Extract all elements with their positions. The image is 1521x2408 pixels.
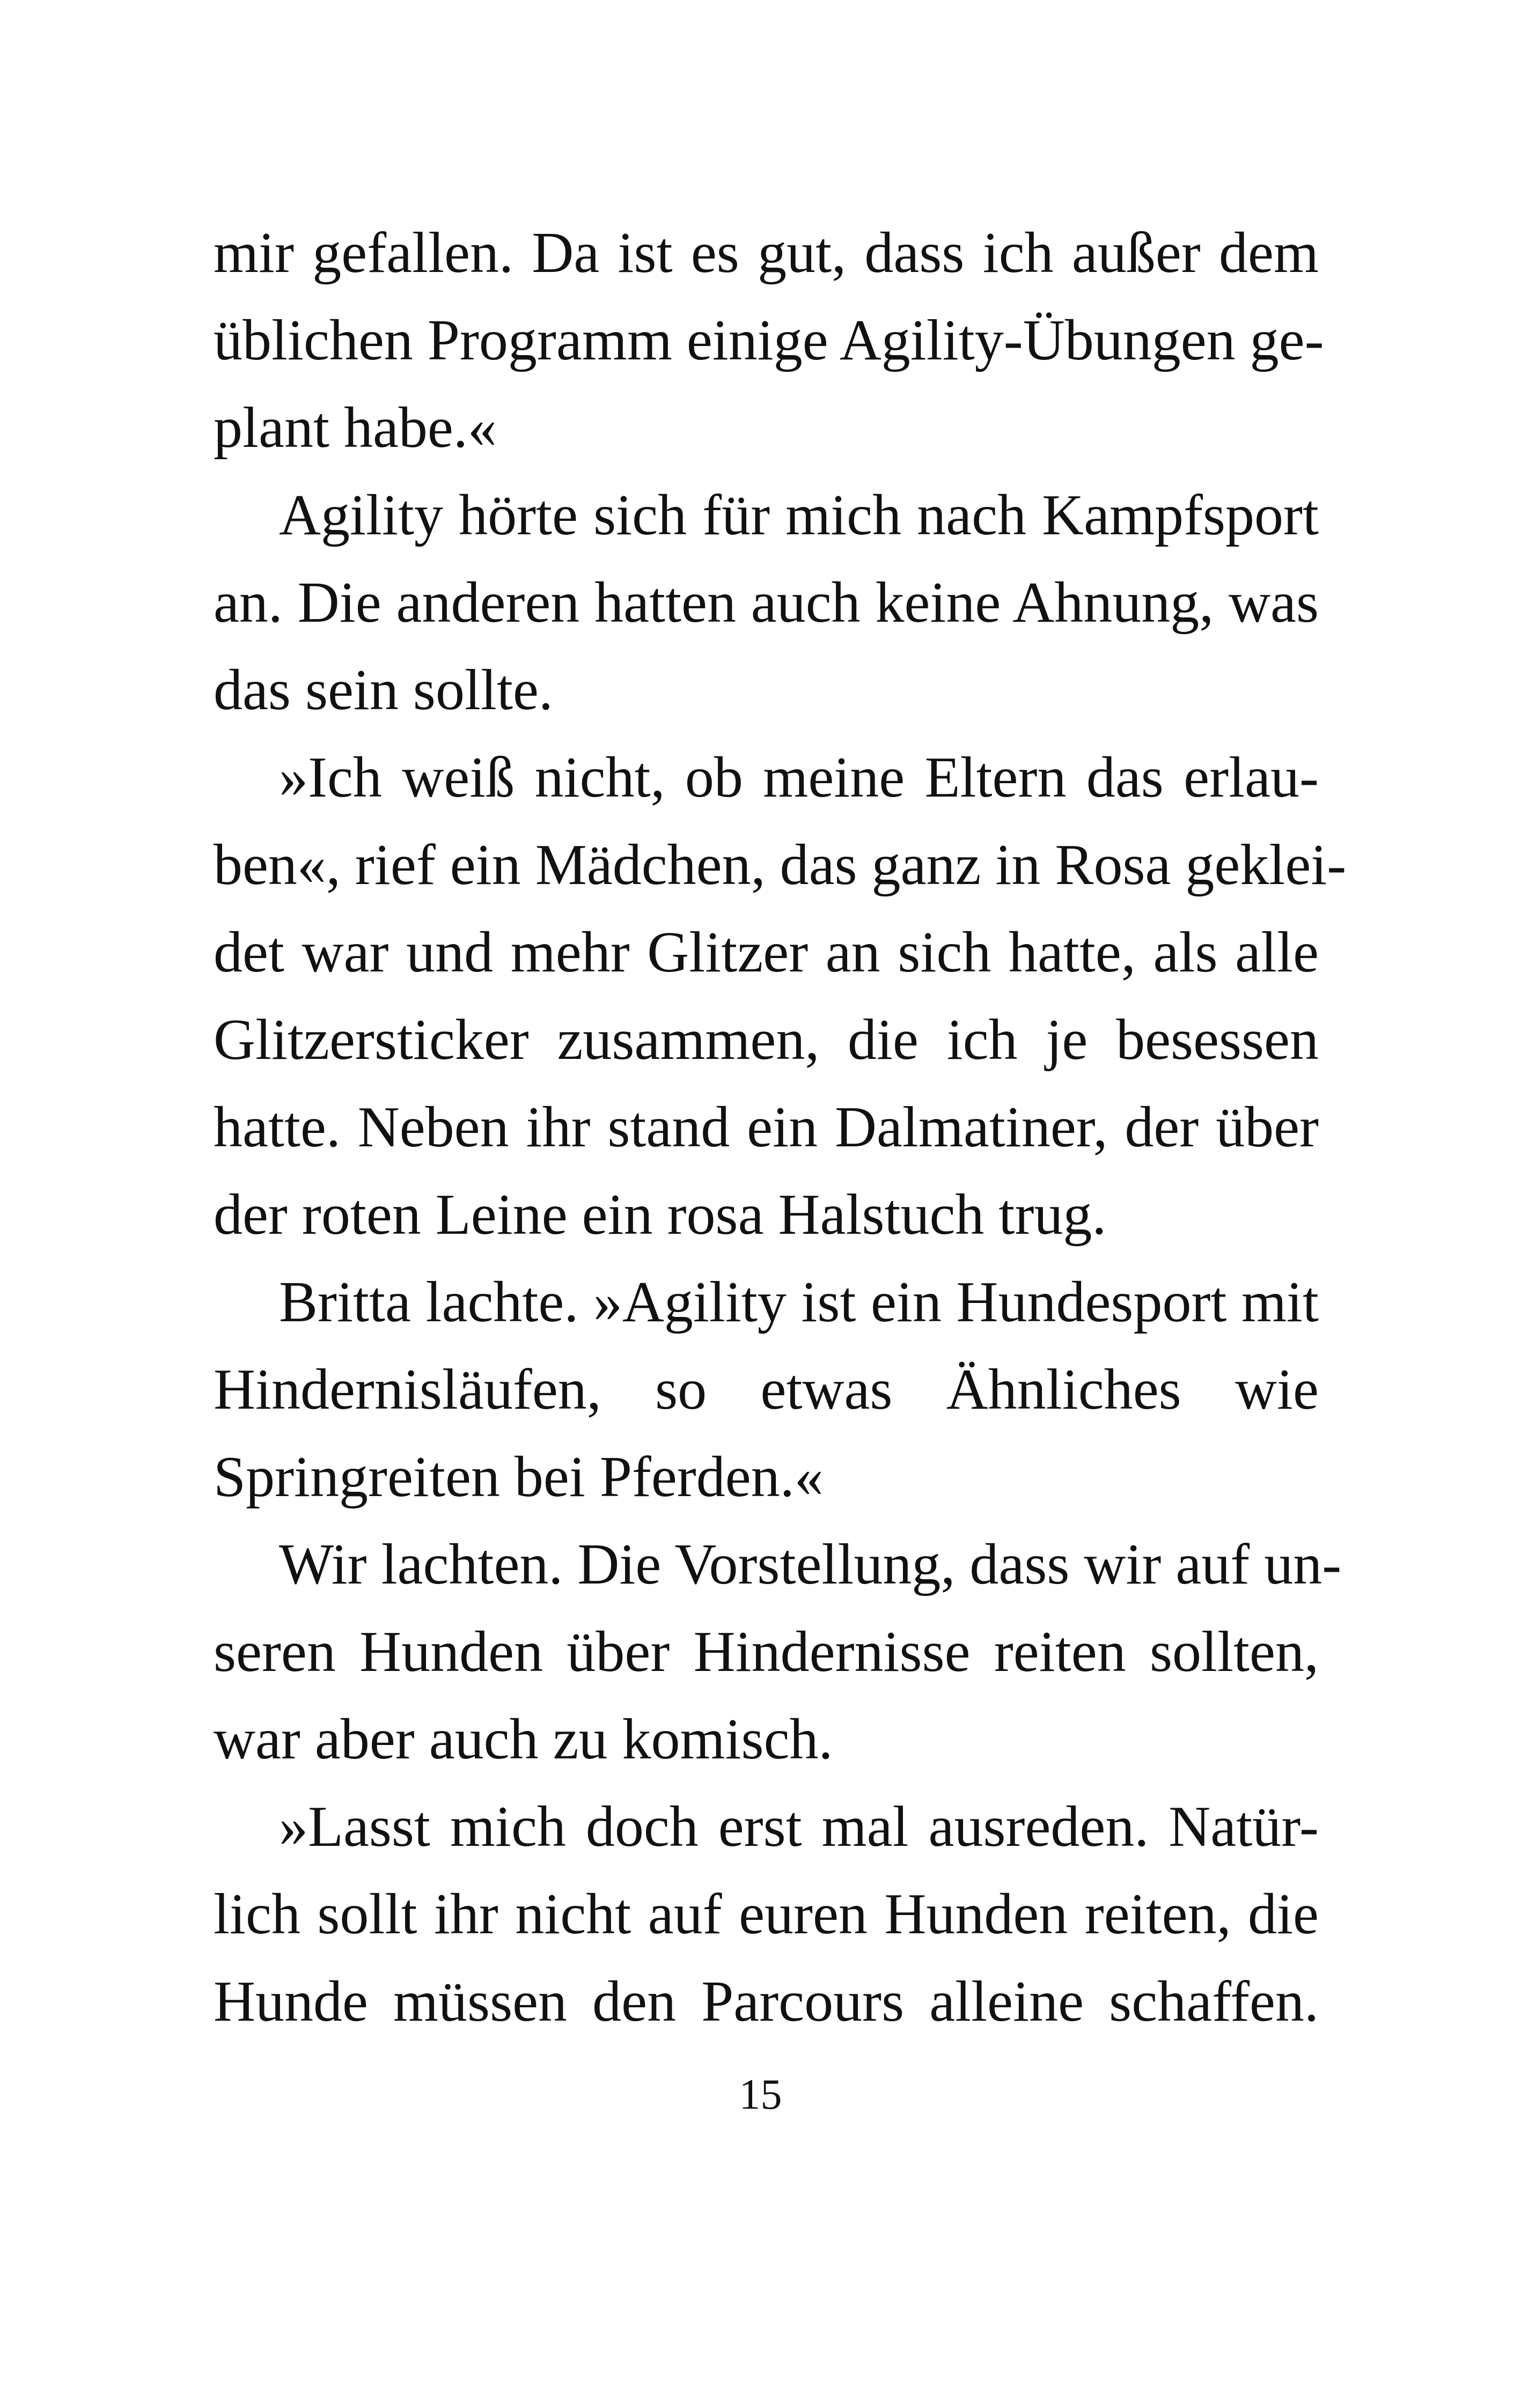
text-line: hatte. Neben ihr stand ein Dalmatiner, der über (214, 1095, 1319, 1159)
text-line: seren Hunden über Hindernisse reiten sollten, (214, 1620, 1319, 1684)
text-line: Glitzersticker zusammen, die ich je besessen (214, 1008, 1319, 1072)
text-line: »Ich weiß nicht, ob meine Eltern das erlau- (279, 746, 1319, 809)
text-line: an. Die anderen hatten auch keine Ahnung, was (214, 571, 1319, 635)
text-line: det war und mehr Glitzer an sich hatte, als alle (214, 921, 1319, 984)
text-line: Agility hörte sich für mich nach Kampfsport (279, 483, 1319, 547)
text-line: das sein sollte. (214, 658, 553, 722)
text-line: »Lasst mich doch erst mal ausreden. Natür- (279, 1795, 1319, 1859)
text-line: Hunde müssen den Parcours alleine schaffen. (214, 1970, 1319, 2034)
text-line: Hindernisläufen, so etwas Ähnliches wie (214, 1358, 1319, 1422)
body-text (214, 209, 1347, 2045)
page-number: 15 (739, 2071, 782, 2118)
text-line: lich sollt ihr nicht auf euren Hunden reiten, die (214, 1882, 1319, 1946)
text-line: der roten Leine ein rosa Halstuch trug. (214, 1183, 1107, 1247)
text-line: ben«, rief ein Mädchen, das ganz in Rosa geklei- (214, 833, 1347, 897)
text-line: Springreiten bei Pferden.« (214, 1445, 824, 1509)
text-line: plant habe.« (214, 396, 497, 460)
text-line: Britta lachte. »Agility ist ein Hundesport mit (279, 1270, 1319, 1334)
text-line: war aber auch zu komisch. (214, 1707, 833, 1771)
text-line: üblichen Programm einige Agility-Übungen ge- (214, 308, 1324, 372)
text-line: Wir lachten. Die Vorstellung, dass wir auf un- (279, 1533, 1342, 1596)
text-line: mir gefallen. Da ist es gut, dass ich außer dem (214, 221, 1319, 285)
